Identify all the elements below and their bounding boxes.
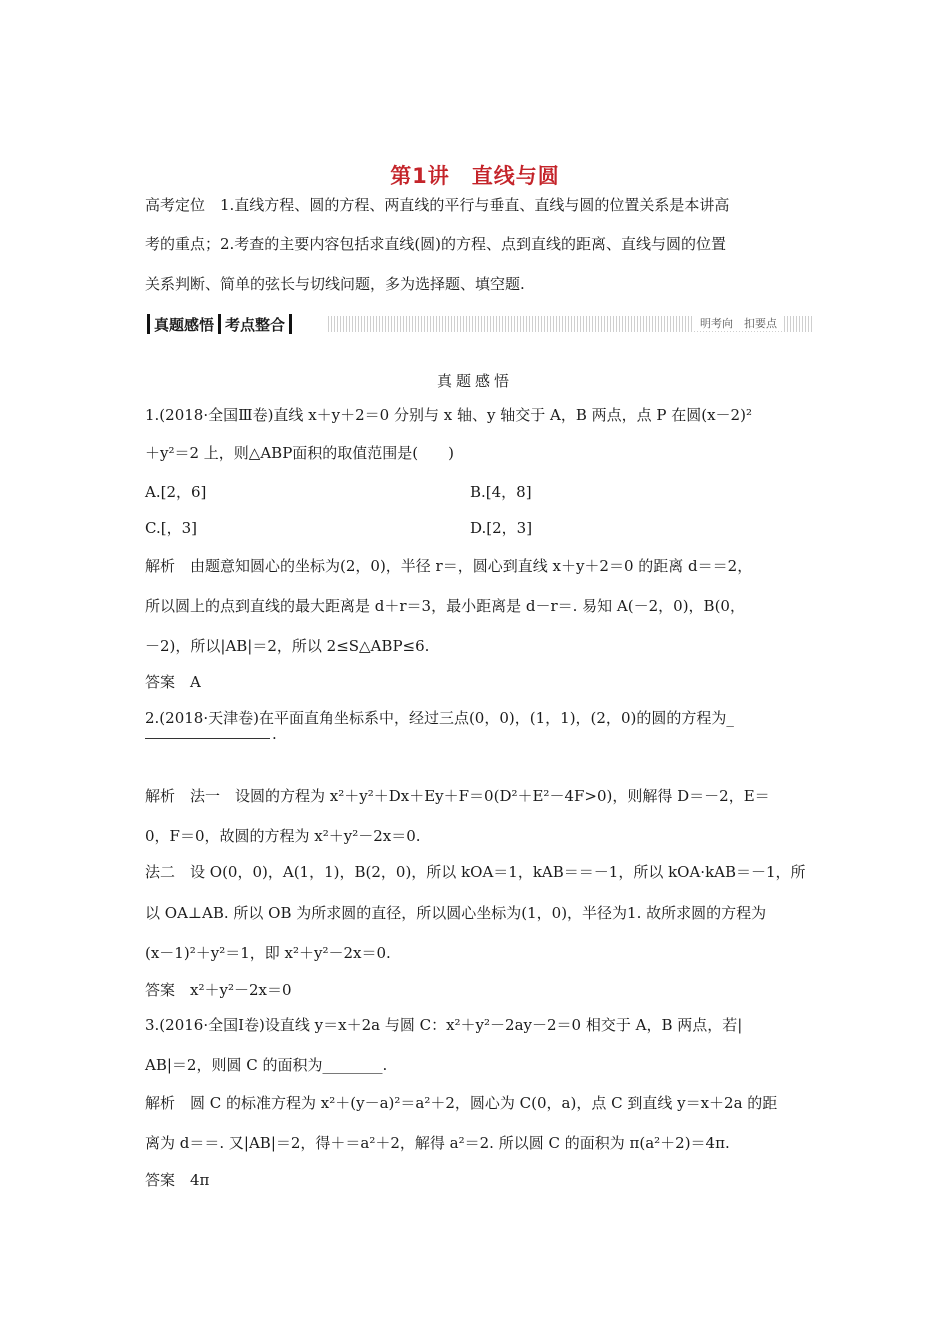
banner-label-b: 考点整合 (225, 315, 286, 334)
section-banner (143, 312, 813, 336)
q2-answer: 答案 x²＋y²－2x＝0 (145, 981, 292, 999)
banner-left (143, 313, 296, 335)
q1-option-a: A.[2，6] (145, 483, 207, 501)
q2-stem-line-2-tail: . (272, 725, 277, 743)
q1-stem-line-2: ＋y²＝2 上，则△ABP面积的取值范围是( ) (145, 444, 454, 462)
q1-analysis-line-3: －2)，所以|AB|＝2，所以 2≤S△ABP≤6. (145, 637, 430, 655)
banner-bar-icon (289, 314, 292, 334)
q3-stem-line-2: AB|＝2，则圆 C 的面积为________. (145, 1056, 388, 1074)
section-title: 真题感悟 (436, 372, 513, 390)
q2-answer-blank (145, 738, 270, 739)
q1-stem-line-1: 1.(2018·全国Ⅲ卷)直线 x＋y＋2＝0 分别与 x 轴、y 轴交于 A，B 两点，点 P 在圆(x－2)² (145, 406, 752, 424)
intro-line-1: 高考定位 1.直线方程、圆的方程、两直线的平行与垂直、直线与圆的位置关系是本讲高 (145, 196, 730, 214)
q2-method2-line-2: 以 OA⊥AB. 所以 OB 为所求圆的直径，所以圆心坐标为(1，0)，半径为1. 故所求圆的方程为 (145, 904, 767, 922)
q1-option-b: B.[4，8] (470, 483, 532, 501)
q1-option-d: D.[2，3] (470, 519, 533, 537)
banner-label-a: 真题感悟 (154, 315, 215, 334)
banner-bar-icon (147, 314, 150, 334)
q1-option-c: C.[，3] (145, 519, 197, 537)
banner-bar-icon (218, 314, 221, 334)
q3-answer: 答案 4π (145, 1171, 210, 1189)
q2-method2-line-1: 法二 设 O(0，0)，A(1，1)，B(2，0)，所以 kOA＝1，kAB＝＝－1，所以 kOA·kAB＝－1，所 (145, 863, 806, 881)
q2-stem-line-1: 2.(2018·天津卷)在平面直角坐标系中，经过三点(0，0)，(1，1)，(2，0)的圆的方程为_ (145, 709, 734, 727)
q3-analysis-line-1: 解析 圆 C 的标准方程为 x²＋(y－a)²＝a²＋2，圆心为 C(0，a)，点 C 到直线 y＝x＋2a 的距 (145, 1094, 778, 1112)
intro-line-2: 考的重点；2.考查的主要内容包括求直线(圆)的方程、点到直线的距离、直线与圆的位置 (145, 235, 727, 253)
q1-answer: 答案 A (145, 673, 201, 691)
q2-analysis-line-2: 0，F＝0，故圆的方程为 x²＋y²－2x＝0. (145, 827, 421, 845)
q1-analysis-line-2: 所以圆上的点到直线的最大距离是 d＋r＝3，最小距离是 d－r＝. 易知 A(－2，0)，B(0， (145, 597, 745, 615)
banner-right-label: 明考向 扣要点 (694, 315, 783, 331)
q3-analysis-line-2: 离为 d＝＝. 又|AB|＝2，得＋＝a²＋2，解得 a²＝2. 所以圆 C 的面积为 π(a²＋2)＝4π. (145, 1134, 730, 1152)
lesson-title: 第1讲 直线与圆 (390, 164, 560, 188)
q2-method2-line-3: (x－1)²＋y²＝1，即 x²＋y²－2x＝0. (145, 944, 391, 962)
intro-line-3: 关系判断、简单的弦长与切线问题，多为选择题、填空题. (145, 275, 525, 293)
q1-analysis-line-1: 解析 由题意知圆心的坐标为(2，0)，半径 r＝，圆心到直线 x＋y＋2＝0 的距离 d＝＝2， (145, 557, 753, 575)
q2-analysis-line-1: 解析 法一 设圆的方程为 x²＋y²＋Dx＋Ey＋F＝0(D²＋E²－4F>0)，则解得 D＝－2，E＝ (145, 787, 770, 805)
q3-stem-line-1: 3.(2016·全国Ⅰ卷)设直线 y＝x＋2a 与圆 C：x²＋y²－2ay－2＝0 相交于 A，B 两点，若| (145, 1016, 743, 1034)
